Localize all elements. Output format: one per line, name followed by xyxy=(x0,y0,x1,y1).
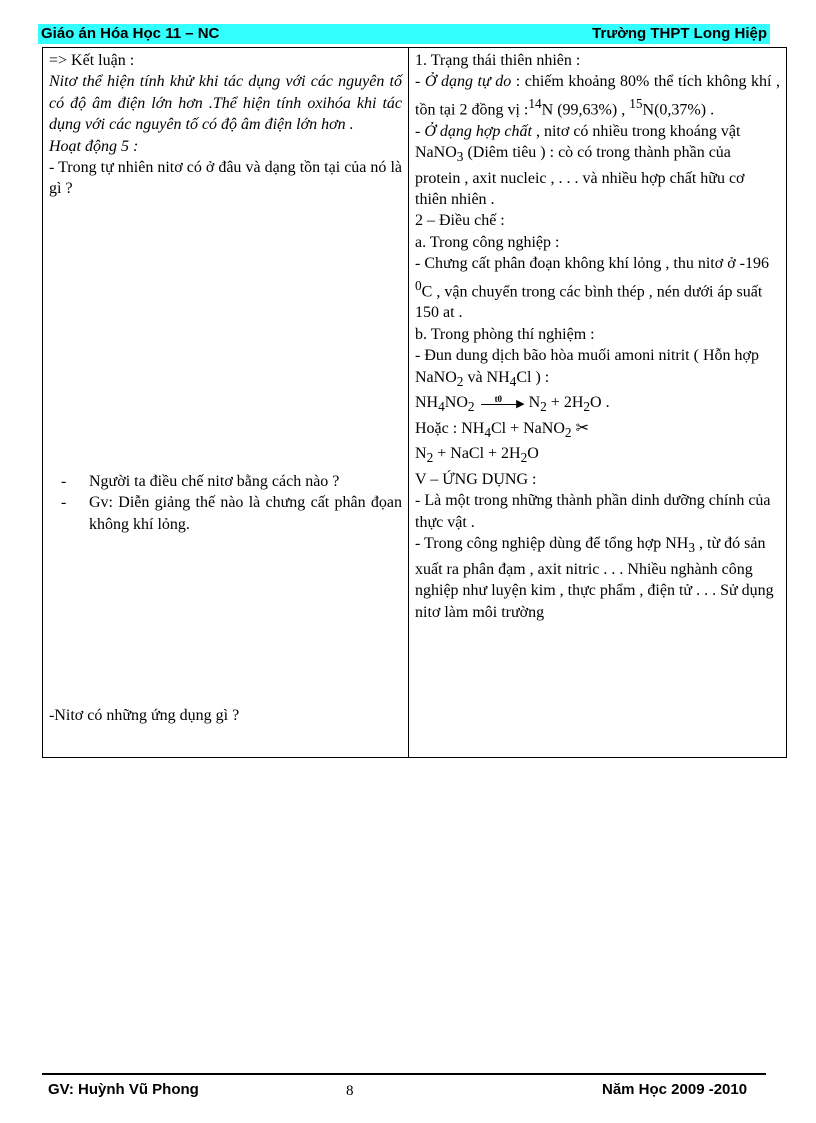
subscript: 4 xyxy=(509,373,517,389)
isotope-14-text: N (99,63%) , xyxy=(541,101,626,119)
subscript: 2 xyxy=(520,450,528,466)
formula-part: O xyxy=(527,445,539,463)
compound-text: , nitơ có nhiều trong khoáng vật NaNO xyxy=(415,122,741,161)
equation-2 xyxy=(415,418,780,444)
lab-text-end: Cl ) : xyxy=(516,368,550,386)
subscript: 2 xyxy=(456,373,464,389)
section-applications: V – ỨNG DỤNG : xyxy=(415,470,537,488)
formula-part: + 2H xyxy=(546,394,584,412)
compound-text-cont: (Diêm tiêu ) : cò có trong thành phần của protein , axit nucleic , . . . và nhiều hợp chất hữu cơ thiên nhiên . xyxy=(415,143,745,208)
page-number: 8 xyxy=(346,1083,354,1099)
formula-part: NO xyxy=(444,394,468,412)
free-form-text: : chiếm khoảng 80% thể tích không khí , tồn tại 2 đồng vị : xyxy=(415,73,781,119)
compound-label: - Ở dạng hợp chất xyxy=(415,122,532,140)
spacer xyxy=(49,535,402,705)
left-column xyxy=(43,48,409,758)
industry-text: - Chưng cất phân đoạn không khí lỏng , thu nitơ ở -196 xyxy=(415,255,769,273)
scissors-icon: ✂ xyxy=(571,419,589,437)
formula-part: NH xyxy=(415,394,439,412)
lab-paragraph xyxy=(415,345,780,392)
isotope-14-mass: 14 xyxy=(528,95,542,111)
footer-divider xyxy=(42,1073,766,1075)
teacher-note: Gv: Diễn giảng thế nào là chưng cất phân đọan không khí lỏng. xyxy=(89,494,402,533)
bullet-teacher-note xyxy=(49,492,402,535)
isotope-15-mass: 15 xyxy=(629,95,643,111)
industry-paragraph xyxy=(415,253,780,324)
isotope-15-text: N(0,37%) . xyxy=(642,101,715,119)
header-school-name: Trường THPT Long Hiệp xyxy=(592,25,767,42)
activity-heading: Hoạt động 5 : xyxy=(49,137,139,155)
subscript: 3 xyxy=(688,540,696,556)
equation-1 xyxy=(415,392,780,418)
right-column xyxy=(409,48,787,758)
reaction-arrow-icon: t0 ▶ xyxy=(479,398,525,408)
formula-part: + NaCl + 2H xyxy=(433,445,521,463)
bullet-question-prep xyxy=(49,471,402,492)
lab-text-mid: và NH xyxy=(463,368,510,386)
compound-paragraph xyxy=(415,121,780,211)
industry-text-cont: C , vận chuyển trong các bình thép , nén dưới áp suất 150 at . xyxy=(415,282,763,322)
free-form-paragraph xyxy=(415,71,780,120)
degree-superscript: 0 xyxy=(415,277,422,293)
spacer xyxy=(49,200,402,471)
free-form-label: - Ở dạng tự do xyxy=(415,73,512,91)
subsection-industry: a. Trong công nghiệp : xyxy=(415,233,560,251)
subscript: 3 xyxy=(456,149,464,165)
lab-text: - Đun dung dịch bão hòa muối amoni nitrit ( Hỗn hợp NaNO xyxy=(415,347,759,386)
application-1: - Là một trong những thành phần dinh dưỡng chính của thực vật . xyxy=(415,492,771,531)
formula-part: N xyxy=(528,394,541,412)
section-preparation: 2 – Điều chế : xyxy=(415,212,505,230)
bullet-dash: - xyxy=(61,472,67,490)
application-2 xyxy=(415,533,780,623)
formula-part: N xyxy=(415,445,427,463)
subscript: 2 xyxy=(583,399,591,415)
header-left-title: Giáo án Hóa Học 11 – NC xyxy=(41,25,220,42)
equation-3 xyxy=(415,443,780,469)
question-applications: -Nitơ có những ứng dụng gì ? xyxy=(49,707,240,725)
subscript: 2 xyxy=(426,450,434,466)
subscript: 2 xyxy=(540,399,547,415)
footer-teacher: GV: Huỳnh Vũ Phong xyxy=(48,1081,199,1098)
conclusion-body: Nitơ thể hiện tính khử khi tác dụng với các nguyên tố có độ âm điện lớn hơn .Thể hiện tính oxihóa khi tác dụng với các nguyên tố có độ âm điện lớn hơn . xyxy=(49,73,402,134)
formula-part: Hoặc : NH xyxy=(415,419,485,437)
section-natural-state: 1. Trạng thái thiên nhiên : xyxy=(415,52,581,69)
subscript: 4 xyxy=(438,399,445,415)
bullet-dash: - xyxy=(61,494,67,512)
subscript: 2 xyxy=(564,424,572,440)
application-text-cont: , từ đó sản xuất ra phân đạm , axit nitric . . . Nhiều nghành công nghiệp như luyện kim , thực phẩm , điện tử . . . Sử dụng nitơ làm môi trường xyxy=(415,535,774,621)
question-prep: Người ta điều chế nitơ bằng cách nào ? xyxy=(89,472,340,490)
conclusion-heading: => Kết luận : xyxy=(49,52,135,69)
subscript: 4 xyxy=(484,424,491,440)
formula-part: O . xyxy=(590,394,610,412)
subsection-lab: b. Trong phòng thí nghiệm : xyxy=(415,325,595,343)
arrow-condition-label: t0 xyxy=(494,394,503,405)
lesson-table xyxy=(42,47,787,758)
question-nature: - Trong tự nhiên nitơ có ở đâu và dạng tồn tại của nó là gì ? xyxy=(49,159,402,198)
footer-school-year: Năm Học 2009 -2010 xyxy=(602,1081,748,1098)
subscript: 2 xyxy=(467,399,475,415)
page-header xyxy=(38,24,770,44)
application-text: - Trong công nghiệp dùng để tổng hợp NH xyxy=(415,535,689,553)
formula-part: Cl + NaNO xyxy=(490,419,565,437)
